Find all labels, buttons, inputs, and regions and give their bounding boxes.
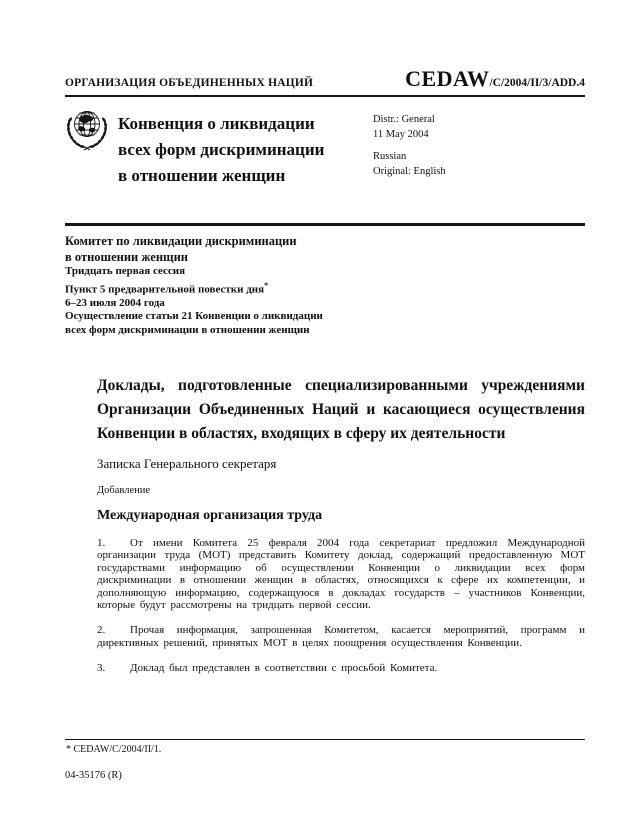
document-header [65,66,585,97]
document-symbol-main: CEDAW [405,66,490,91]
convention-title [118,111,324,189]
paragraph-1 [97,537,585,611]
distribution-block [373,112,446,179]
paragraph-1-text: От имени Комитета 25 февраля 2004 года секретариат предложил Международной организации труда (МОТ) представить Комитету доклад, содержащий предоставленную МОТ государствами информацию об осуществлении Конвенции о ликвидации всех форм дискриминации в отношении женщин в областях, относящихся к сфере их компетенции, и дополняющую информацию, содержащуюся в докладах государств – участников Конвенции, которые будут рассмотрены на тридцать первой сессии. [97,537,585,612]
convention-title-line2: всех форм дискриминации [118,140,325,159]
footnote-text: CEDAW/C/2004/II/1. [73,744,162,755]
paragraph-2 [97,624,585,649]
agenda-item-line [65,279,323,297]
document-title: Доклады, подготовленные специализированными учреждениями Организации Объединенных Наций и касающиеся осуществления Конвенции в областях, входящих в сферу их деятельности [97,377,585,442]
masthead [65,104,585,222]
agenda-item-text: Пункт 5 предварительной повестки дня [65,283,265,296]
un-emblem-icon [63,106,111,152]
distribution-type: Distr.: General [373,114,435,125]
session-dates: 6–23 июля 2004 года [65,296,165,309]
convention-title-line3: в отношении женщин [118,166,286,185]
agenda-item-title-line1: Осуществление статьи 21 Конвенции о ликвидации [65,310,323,323]
convention-title-line1: Конвенция о ликвидации [118,114,315,133]
distribution-gap [373,142,446,149]
distribution-language: Russian [373,151,407,162]
distribution-date: 11 May 2004 [373,129,429,140]
section-heading: Международная организация труда [97,508,323,523]
section-divider-rule [65,223,585,226]
agenda-footnote-marker: * [264,280,269,290]
main-content [97,374,585,675]
paragraph-3 [97,662,585,674]
paragraph-2-number: 2. [97,624,106,637]
paragraph-1-number: 1. [97,537,106,549]
addendum-label: Добавление [97,485,151,496]
paragraph-3-number: 3. [97,662,106,675]
job-number: 04-35176 (R) [65,770,122,781]
distribution-original: Original: English [373,166,446,177]
footnote-divider-rule [65,739,585,740]
committee-block [65,233,323,337]
organization-name: ОРГАНИЗАЦИЯ ОБЪЕДИНЕННЫХ НАЦИЙ [65,77,314,89]
document-symbol-suffix: /C/2004/II/3/ADD.4 [489,77,585,89]
agenda-item-title-line2: всех форм дискриминации в отношении женщин [65,323,310,336]
paragraph-3-text: Доклад был представлен в соответствии с просьбой Комитета. [130,662,438,675]
footnote-marker: * [66,744,71,755]
document-subtitle: Записка Генерального секретаря [97,456,277,471]
committee-name-line2: в отношении женщин [65,250,188,264]
session-line: Тридцать первая сессия [65,265,186,277]
paragraph-2-text: Прочая информация, запрошенная Комитетом, касается мероприятий, программ и директивных решений, принятых МОТ в целях поощрения осуществления Конвенции. [97,624,585,649]
committee-name-line1: Комитет по ликвидации дискриминации [65,234,297,248]
footnote [66,744,161,755]
document-symbol [405,66,585,92]
